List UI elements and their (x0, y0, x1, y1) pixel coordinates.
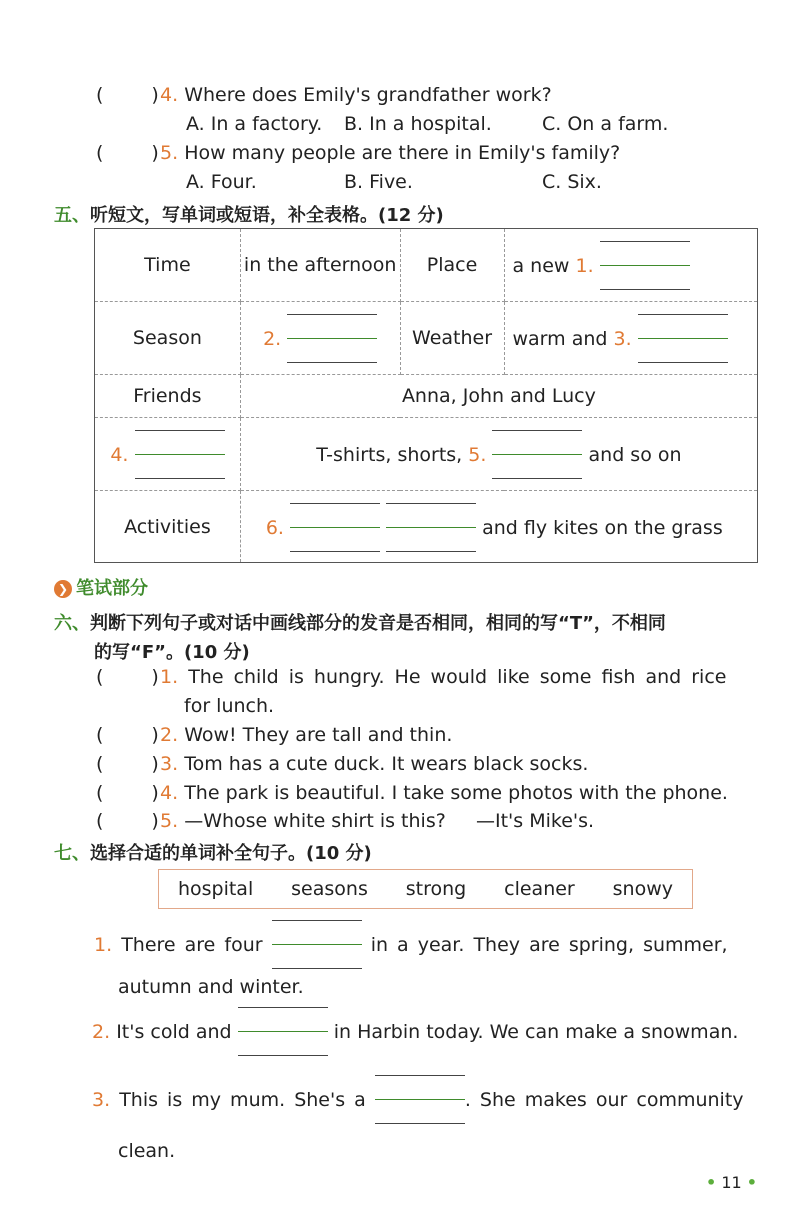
friends-label: Friends (95, 375, 241, 418)
blank-6a-input[interactable] (290, 515, 380, 537)
q4-option-c: C. On a farm. (542, 113, 669, 135)
s7-blank-3-input[interactable] (375, 1087, 465, 1109)
chevron-right-icon: ❯ (54, 580, 72, 598)
blank-6b-input[interactable] (386, 515, 476, 537)
weather-cell: warm and 3. (504, 302, 758, 375)
season-cell: 2. (240, 302, 400, 375)
q4-question: 4. Where does Emily's grandfather work? (160, 84, 552, 106)
s6-q1-cont: for lunch. (184, 695, 275, 717)
bullet-dot-icon: • (746, 1173, 758, 1192)
s6-q2: 2. Wow! They are tall and thin. (160, 724, 453, 746)
s6-q1: 1. The child is hungry. He would like some fish and rice (160, 666, 727, 688)
s7-sentence-3: 3. This is my mum. She's a . She makes our community (92, 1087, 744, 1111)
activities-cell: 6. and fly kites on the grass (240, 491, 757, 563)
place-cell: a new 1. (504, 229, 758, 302)
friends-value: Anna, John and Lucy (240, 375, 757, 418)
s7-sentence-3-cont: clean. (118, 1140, 176, 1162)
section6-title-line1: 六、判断下列句子或对话中画线部分的发音是否相同，相同的写“T”，不相同 (54, 613, 666, 634)
s6-q1-bracket[interactable]: ( ) (96, 666, 159, 688)
word-cleaner: cleaner (504, 878, 575, 900)
s6-q2-bracket[interactable]: ( ) (96, 724, 159, 746)
q4-option-a: A. In a factory. (186, 113, 323, 135)
blank-4-input[interactable] (135, 442, 225, 464)
word-snowy: snowy (612, 878, 674, 900)
section5-title: 五、听短文，写单词或短语，补全表格。(12 分) (54, 205, 444, 226)
time-value: in the afternoon (240, 229, 400, 302)
s6-q4: 4. The park is beautiful. I take some photos with the phone. (160, 782, 728, 804)
s6-q3-bracket[interactable]: ( ) (96, 753, 159, 775)
word-seasons: seasons (291, 878, 368, 900)
section7-title: 七、选择合适的单词补全句子。(10 分) (54, 843, 372, 864)
word-bank (158, 869, 693, 909)
blank-1-input[interactable] (600, 253, 690, 275)
q5-option-c: C. Six. (542, 171, 602, 193)
s7-blank-1-input[interactable] (272, 932, 362, 954)
blank-2-input[interactable] (287, 326, 377, 348)
s6-q5: 5. —Whose white shirt is this? —It's Mike's. (160, 810, 595, 832)
written-part-heading: ❯ 笔试部分 (54, 574, 148, 600)
weather-label: Weather (400, 302, 504, 375)
s7-sentence-1: 1. There are four in a year. They are spring, summer, (94, 932, 728, 956)
q4-answer-bracket[interactable]: ( ) (96, 84, 159, 106)
bullet-dot-icon: • (706, 1173, 717, 1192)
page-number: • 11 • (706, 1173, 758, 1192)
q5-option-a: A. Four. (186, 171, 257, 193)
s7-blank-2-input[interactable] (238, 1019, 328, 1041)
s6-q5-bracket[interactable]: ( ) (96, 810, 159, 832)
time-label: Time (95, 229, 241, 302)
word-hospital: hospital (177, 878, 254, 900)
clothes-label-cell: 4. (95, 418, 241, 491)
listening-table (94, 228, 758, 563)
q4-option-b: B. In a hospital. (344, 113, 492, 135)
q5-answer-bracket[interactable]: ( ) (96, 142, 159, 164)
s6-q4-bracket[interactable]: ( ) (96, 782, 159, 804)
activities-label: Activities (95, 491, 241, 563)
blank-3-input[interactable] (638, 326, 728, 348)
s6-q3: 3. Tom has a cute duck. It wears black socks. (160, 753, 589, 775)
s7-sentence-1-cont: autumn and winter. (118, 976, 304, 998)
season-label: Season (95, 302, 241, 375)
clothes-cell: T-shirts, shorts, 5. and so on (240, 418, 757, 491)
place-label: Place (400, 229, 504, 302)
word-strong: strong (405, 878, 467, 900)
blank-5-input[interactable] (492, 442, 582, 464)
q5-question: 5. How many people are there in Emily's family? (160, 142, 621, 164)
s7-sentence-2: 2. It's cold and in Harbin today. We can make a snowman. (92, 1019, 738, 1043)
section6-title-line2: 的写“F”。(10 分) (94, 642, 250, 663)
q5-option-b: B. Five. (344, 171, 413, 193)
